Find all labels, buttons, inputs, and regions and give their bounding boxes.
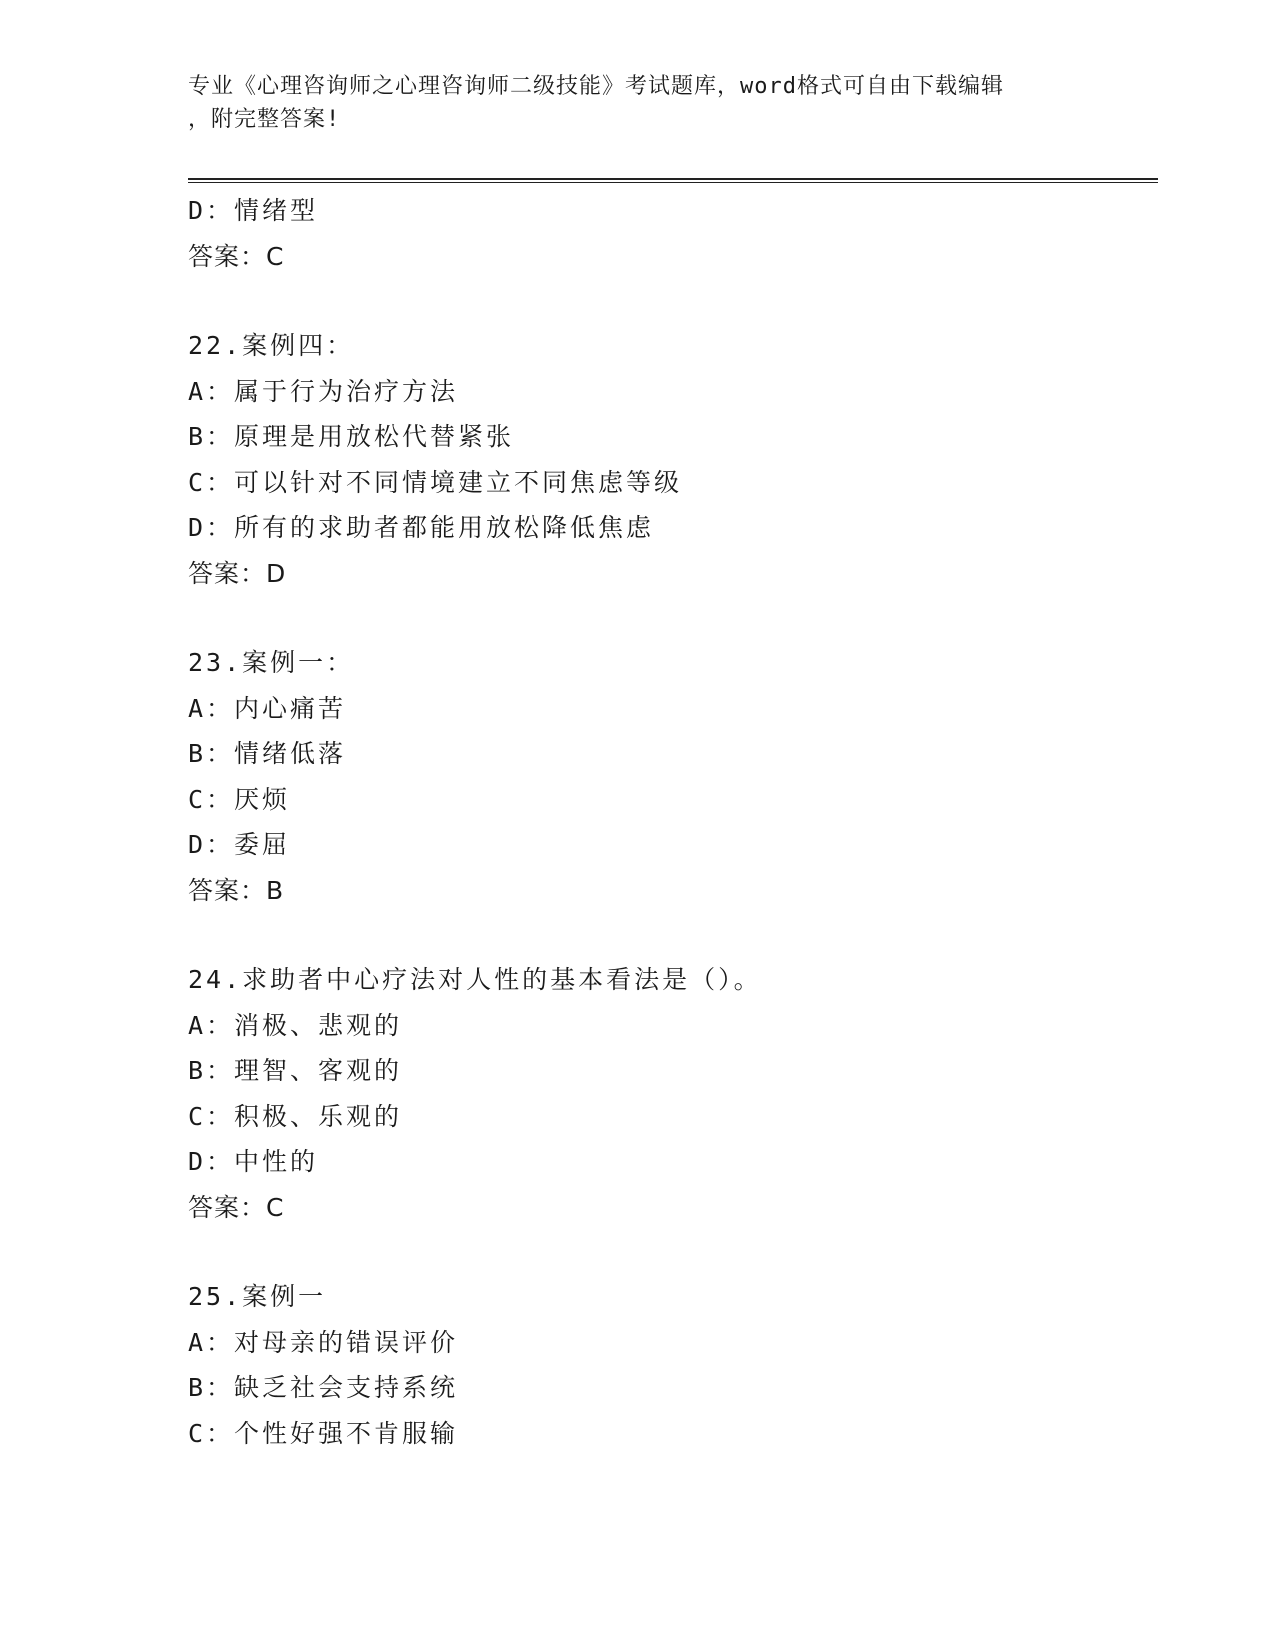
option-b: B：原理是用放松代替紧张 <box>188 422 515 451</box>
option-b: B：理智、客观的 <box>188 1056 403 1085</box>
header-divider <box>188 178 1158 183</box>
answer-line: 答案：C <box>188 241 285 271</box>
option-c: C：厌烦 <box>188 784 291 814</box>
option-d: D：中性的 <box>188 1147 319 1176</box>
option-a: A：对母亲的错误评价 <box>188 1327 459 1357</box>
option-c: C：积极、乐观的 <box>188 1101 403 1131</box>
option-a: A：消极、悲观的 <box>188 1010 403 1040</box>
question-25: 25.案例一 <box>188 1282 327 1311</box>
question-23: 23.案例一： <box>188 648 355 677</box>
option-c: C：可以针对不同情境建立不同焦虑等级 <box>188 467 683 497</box>
answer-line: 答案：D <box>188 558 287 588</box>
option-a: A：内心痛苦 <box>188 693 347 723</box>
option-d: D：所有的求助者都能用放松降低焦虑 <box>188 513 655 542</box>
option-c: C：个性好强不肯服输 <box>188 1418 459 1448</box>
option-d: D：情绪型 <box>188 196 319 225</box>
question-24: 24.求助者中心疗法对人性的基本看法是（）。 <box>188 965 762 994</box>
header-line-2: ，附完整答案! <box>188 107 341 132</box>
question-list <box>188 188 1158 1456</box>
document-page <box>188 0 1158 1650</box>
option-a: A：属于行为治疗方法 <box>188 376 459 406</box>
answer-line: 答案：C <box>188 1192 285 1222</box>
document-header <box>188 70 1088 136</box>
answer-line: 答案：B <box>188 875 285 905</box>
option-d: D：委屈 <box>188 830 291 859</box>
header-line-1: 专业《心理咨询师之心理咨询师二级技能》考试题库，word格式可自由下载编辑 <box>188 74 1004 99</box>
question-22: 22.案例四： <box>188 331 355 360</box>
option-b: B：情绪低落 <box>188 739 347 768</box>
option-b: B：缺乏社会支持系统 <box>188 1373 459 1402</box>
